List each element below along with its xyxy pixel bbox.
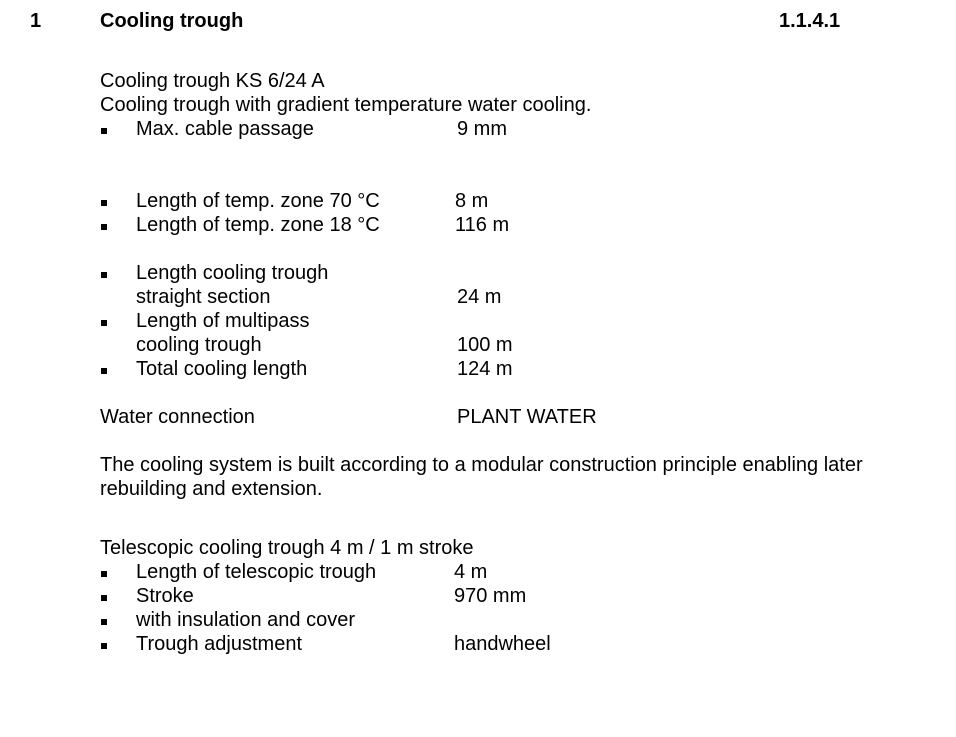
spec-label: with insulation and cover: [136, 609, 356, 631]
spec-label: Length cooling trough: [136, 262, 329, 284]
bullet-icon: [101, 320, 107, 326]
spec-label: Max. cable passage: [136, 118, 314, 140]
water-connection-label: Water connection: [100, 406, 255, 428]
spec-label: Length of temp. zone 18 °C: [136, 214, 380, 236]
spec-label-continued: straight section: [136, 286, 271, 308]
page-title: Cooling trough: [100, 10, 244, 32]
bullet-icon: [101, 368, 107, 374]
spec-label: Stroke: [136, 585, 194, 607]
modular-paragraph-line: The cooling system is built according to a modular construction principle enabling later: [100, 454, 863, 476]
bullet-icon: [101, 643, 107, 649]
spec-value: 100 m: [457, 334, 513, 356]
bullet-icon: [101, 128, 107, 134]
modular-paragraph-line: rebuilding and extension.: [100, 478, 323, 500]
bullet-icon: [101, 200, 107, 206]
spec-label: Length of multipass: [136, 310, 310, 332]
model-name: Cooling trough KS 6/24 A: [100, 70, 325, 92]
spec-value: handwheel: [454, 633, 551, 655]
bullet-icon: [101, 571, 107, 577]
bullet-icon: [101, 224, 107, 230]
water-connection-value: PLANT WATER: [457, 406, 597, 428]
spec-label-continued: cooling trough: [136, 334, 262, 356]
spec-label: Trough adjustment: [136, 633, 303, 655]
bullet-icon: [101, 272, 107, 278]
bullet-icon: [101, 595, 107, 601]
spec-label: Total cooling length: [136, 358, 308, 380]
spec-value: 970 mm: [454, 585, 527, 607]
section-number: 1.1.4.1: [779, 10, 841, 32]
bullet-icon: [101, 619, 107, 625]
spec-value: 24 m: [457, 286, 502, 308]
spec-value: 8 m: [455, 190, 489, 212]
spec-label: Length of telescopic trough: [136, 561, 377, 583]
model-description: Cooling trough with gradient temperature water cooling.: [100, 94, 592, 116]
spec-value: 9 mm: [457, 118, 507, 140]
spec-label: Length of temp. zone 70 °C: [136, 190, 380, 212]
chapter-number: 1: [30, 10, 42, 32]
spec-value: 4 m: [454, 561, 488, 583]
telescopic-heading: Telescopic cooling trough 4 m / 1 m stroke: [100, 537, 474, 559]
spec-value: 124 m: [457, 358, 513, 380]
spec-value: 116 m: [455, 214, 510, 236]
